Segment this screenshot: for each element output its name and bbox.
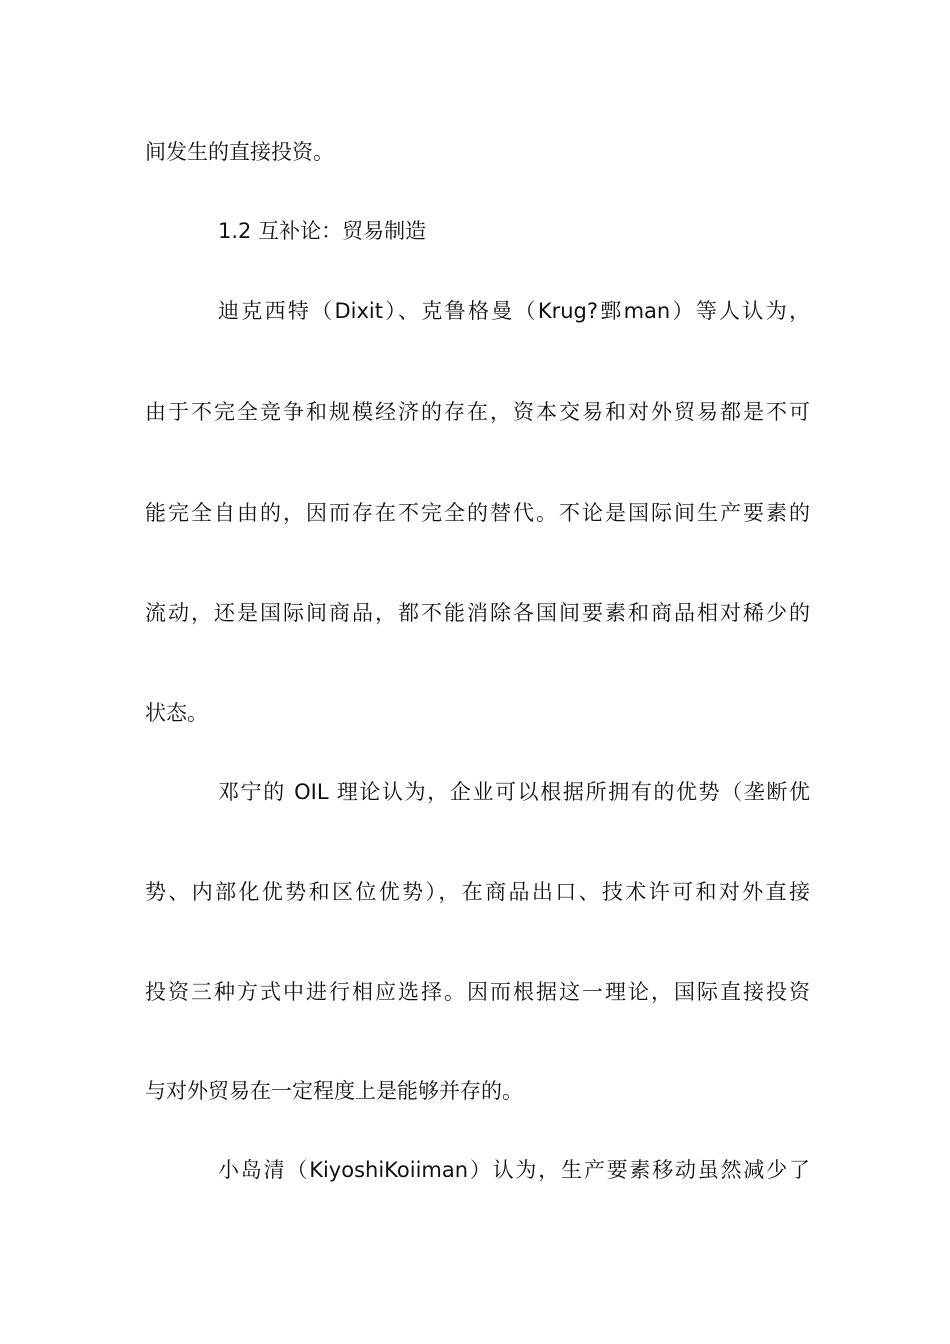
text-line: 流动，还是国际间商品，都不能消除各国间要素和商品相对稀少的 xyxy=(145,601,810,625)
text-line: 迪克西特（Dixit）、克鲁格曼（Krug?鄄man）等人认为， xyxy=(218,299,810,323)
section-heading: 1.2 互补论：贸易制造 xyxy=(218,219,427,243)
text-line: 势、内部化优势和区位优势），在商品出口、技术许可和对外直接 xyxy=(145,880,810,904)
text-line: 与对外贸易在一定程度上是能够并存的。 xyxy=(145,1079,523,1103)
text-line: 间发生的直接投资。 xyxy=(145,140,334,164)
text-line: 状态。 xyxy=(145,701,208,725)
text-line: 邓宁的 OIL 理论认为，企业可以根据所拥有的优势（垄断优 xyxy=(218,780,810,804)
text-line: 由于不完全竞争和规模经济的存在，资本交易和对外贸易都是不可 xyxy=(145,400,810,424)
text-line: 小岛清（KiyoshiKoiiman）认为，生产要素移动虽然减少了 xyxy=(218,1158,810,1182)
text-line: 能完全自由的，因而存在不完全的替代。不论是国际间生产要素的 xyxy=(145,501,810,525)
text-line: 投资三种方式中进行相应选择。因而根据这一理论，国际直接投资 xyxy=(145,980,810,1004)
